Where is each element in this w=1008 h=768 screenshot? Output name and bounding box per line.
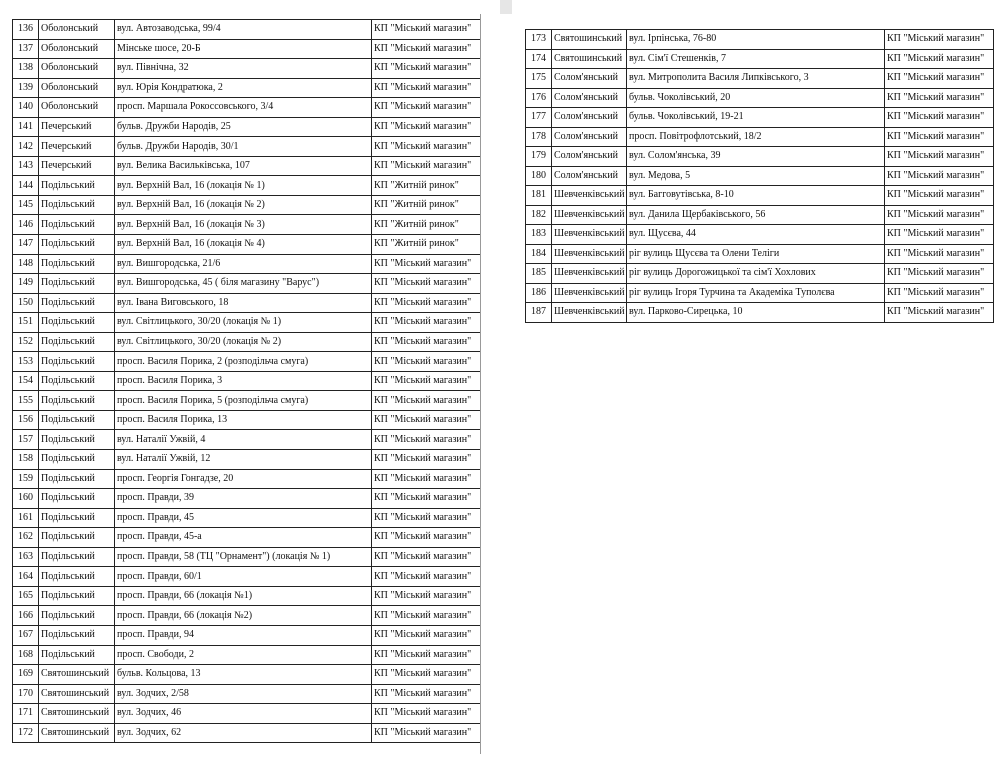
address-cell: бульв. Кольцова, 13 bbox=[115, 665, 372, 685]
district-cell: Подільський bbox=[39, 625, 115, 645]
district-cell: Шевченківський bbox=[552, 283, 627, 303]
operator-cell: КП "Міський магазин" bbox=[885, 244, 994, 264]
address-cell: вул. Вишгородська, 45 ( біля магазину "Варус") bbox=[115, 274, 372, 294]
operator-cell: КП "Міський магазин" bbox=[372, 469, 481, 489]
operator-cell: КП "Міський магазин" bbox=[885, 69, 994, 89]
district-cell: Подільський bbox=[39, 352, 115, 372]
operator-cell: КП "Міський магазин" bbox=[372, 684, 481, 704]
district-cell: Печерський bbox=[39, 156, 115, 176]
table-row bbox=[13, 625, 481, 645]
table-row bbox=[13, 391, 481, 411]
row-number-cell: 172 bbox=[13, 723, 39, 743]
operator-cell: КП "Міський магазин" bbox=[372, 528, 481, 548]
row-number-cell: 165 bbox=[13, 586, 39, 606]
address-cell: вул. Медова, 5 bbox=[627, 166, 885, 186]
row-number-cell: 169 bbox=[13, 665, 39, 685]
address-cell: просп. Правди, 60/1 bbox=[115, 567, 372, 587]
row-number-cell: 167 bbox=[13, 625, 39, 645]
row-number-cell: 150 bbox=[13, 293, 39, 313]
district-cell: Подільський bbox=[39, 235, 115, 255]
table-row bbox=[13, 684, 481, 704]
page-gap bbox=[500, 0, 512, 14]
address-cell: вул. Верхній Вал, 16 (локація № 4) bbox=[115, 235, 372, 255]
address-cell: просп. Правди, 66 (локація №1) bbox=[115, 586, 372, 606]
operator-cell: КП "Міський магазин" bbox=[372, 547, 481, 567]
table-row bbox=[13, 156, 481, 176]
table-row bbox=[526, 49, 994, 69]
address-cell: просп. Правди, 39 bbox=[115, 489, 372, 509]
row-number-cell: 160 bbox=[13, 489, 39, 509]
table-row bbox=[526, 108, 994, 128]
table-row bbox=[13, 176, 481, 196]
district-cell: Подільський bbox=[39, 528, 115, 548]
row-number-cell: 154 bbox=[13, 371, 39, 391]
row-number-cell: 171 bbox=[13, 704, 39, 724]
operator-cell: КП "Міський магазин" bbox=[372, 489, 481, 509]
address-cell: вул. Сім'ї Стешенків, 7 bbox=[627, 49, 885, 69]
row-number-cell: 137 bbox=[13, 39, 39, 59]
operator-cell: КП "Міський магазин" bbox=[372, 313, 481, 333]
operator-cell: КП "Міський магазин" bbox=[372, 39, 481, 59]
address-cell: вул. Івана Виговського, 18 bbox=[115, 293, 372, 313]
district-cell: Подільський bbox=[39, 176, 115, 196]
address-cell: вул. Велика Васильківська, 107 bbox=[115, 156, 372, 176]
address-cell: вул. Данила Щербаківського, 56 bbox=[627, 205, 885, 225]
operator-cell: КП "Міський магазин" bbox=[372, 508, 481, 528]
table-row bbox=[13, 410, 481, 430]
table-row bbox=[13, 547, 481, 567]
operator-cell: КП "Міський магазин" bbox=[372, 293, 481, 313]
table-row bbox=[13, 117, 481, 137]
operator-cell: КП "Міський магазин" bbox=[372, 723, 481, 743]
table-row bbox=[526, 264, 994, 284]
table-row bbox=[526, 147, 994, 167]
row-number-cell: 177 bbox=[526, 108, 552, 128]
table-row bbox=[13, 235, 481, 255]
district-cell: Подільський bbox=[39, 606, 115, 626]
row-number-cell: 181 bbox=[526, 186, 552, 206]
row-number-cell: 186 bbox=[526, 283, 552, 303]
address-cell: бульв. Дружби Народів, 25 bbox=[115, 117, 372, 137]
address-cell: вул. Зодчих, 46 bbox=[115, 704, 372, 724]
district-cell: Солом'янський bbox=[552, 147, 627, 167]
table-row bbox=[526, 283, 994, 303]
address-cell: вул. Вишгородська, 21/6 bbox=[115, 254, 372, 274]
table-row bbox=[13, 704, 481, 724]
row-number-cell: 139 bbox=[13, 78, 39, 98]
operator-cell: КП "Міський магазин" bbox=[885, 108, 994, 128]
district-cell: Солом'янський bbox=[552, 69, 627, 89]
operator-cell: КП "Житній ринок" bbox=[372, 176, 481, 196]
left-page-right-edge bbox=[480, 14, 481, 754]
row-number-cell: 182 bbox=[526, 205, 552, 225]
address-cell: вул. Наталії Ужвій, 12 bbox=[115, 450, 372, 470]
row-number-cell: 187 bbox=[526, 303, 552, 323]
address-cell: просп. Василя Порика, 5 (розподільча смуга) bbox=[115, 391, 372, 411]
address-cell: вул. Парково-Сирецька, 10 bbox=[627, 303, 885, 323]
row-number-cell: 141 bbox=[13, 117, 39, 137]
district-cell: Святошинський bbox=[552, 30, 627, 50]
row-number-cell: 148 bbox=[13, 254, 39, 274]
address-cell: бульв. Дружби Народів, 30/1 bbox=[115, 137, 372, 157]
row-number-cell: 184 bbox=[526, 244, 552, 264]
operator-cell: КП "Житній ринок" bbox=[372, 215, 481, 235]
operator-cell: КП "Міський магазин" bbox=[372, 625, 481, 645]
district-cell: Солом'янський bbox=[552, 108, 627, 128]
operator-cell: КП "Міський магазин" bbox=[372, 137, 481, 157]
row-number-cell: 166 bbox=[13, 606, 39, 626]
district-cell: Подільський bbox=[39, 586, 115, 606]
row-number-cell: 176 bbox=[526, 88, 552, 108]
table-row bbox=[13, 137, 481, 157]
table-row bbox=[526, 303, 994, 323]
district-cell: Шевченківський bbox=[552, 303, 627, 323]
district-cell: Оболонський bbox=[39, 78, 115, 98]
table-row bbox=[13, 98, 481, 118]
row-number-cell: 140 bbox=[13, 98, 39, 118]
table-row bbox=[13, 469, 481, 489]
district-cell: Подільський bbox=[39, 567, 115, 587]
district-cell: Подільський bbox=[39, 274, 115, 294]
operator-cell: КП "Міський магазин" bbox=[885, 283, 994, 303]
row-number-cell: 146 bbox=[13, 215, 39, 235]
table-row bbox=[13, 645, 481, 665]
row-number-cell: 168 bbox=[13, 645, 39, 665]
table-row bbox=[13, 430, 481, 450]
operator-cell: КП "Міський магазин" bbox=[372, 430, 481, 450]
address-cell: вул. Зодчих, 2/58 bbox=[115, 684, 372, 704]
district-cell: Подільський bbox=[39, 371, 115, 391]
operator-cell: КП "Міський магазин" bbox=[372, 254, 481, 274]
table-row bbox=[13, 313, 481, 333]
address-cell: ріг вулиць Щусєва та Олени Теліги bbox=[627, 244, 885, 264]
row-number-cell: 151 bbox=[13, 313, 39, 333]
operator-cell: КП "Міський магазин" bbox=[372, 606, 481, 626]
address-cell: вул. Митрополита Василя Липківського, 3 bbox=[627, 69, 885, 89]
row-number-cell: 153 bbox=[13, 352, 39, 372]
table-row bbox=[13, 508, 481, 528]
address-cell: просп. Маршала Рокоссовського, 3/4 bbox=[115, 98, 372, 118]
operator-cell: КП "Міський магазин" bbox=[372, 410, 481, 430]
district-cell: Святошинський bbox=[552, 49, 627, 69]
operator-cell: КП "Міський магазин" bbox=[885, 49, 994, 69]
address-cell: вул. Верхній Вал, 16 (локація № 2) bbox=[115, 195, 372, 215]
operator-cell: КП "Міський магазин" bbox=[885, 166, 994, 186]
address-cell: бульв. Чоколівський, 19-21 bbox=[627, 108, 885, 128]
district-cell: Солом'янський bbox=[552, 88, 627, 108]
table-row bbox=[526, 88, 994, 108]
operator-cell: КП "Міський магазин" bbox=[372, 391, 481, 411]
address-cell: вул. Солом'янська, 39 bbox=[627, 147, 885, 167]
table-row bbox=[13, 665, 481, 685]
address-cell: ріг вулиць Ігоря Турчина та Академіка Туполєва bbox=[627, 283, 885, 303]
right-table-body bbox=[526, 30, 994, 323]
district-cell: Шевченківський bbox=[552, 186, 627, 206]
table-row bbox=[13, 59, 481, 79]
operator-cell: КП "Міський магазин" bbox=[372, 665, 481, 685]
left-locations-table bbox=[12, 19, 481, 743]
operator-cell: КП "Міський магазин" bbox=[885, 88, 994, 108]
row-number-cell: 161 bbox=[13, 508, 39, 528]
row-number-cell: 142 bbox=[13, 137, 39, 157]
row-number-cell: 173 bbox=[526, 30, 552, 50]
district-cell: Подільський bbox=[39, 293, 115, 313]
address-cell: просп. Георгія Гонгадзе, 20 bbox=[115, 469, 372, 489]
district-cell: Подільський bbox=[39, 430, 115, 450]
row-number-cell: 147 bbox=[13, 235, 39, 255]
district-cell: Подільський bbox=[39, 547, 115, 567]
operator-cell: КП "Житній ринок" bbox=[372, 195, 481, 215]
table-row bbox=[13, 195, 481, 215]
address-cell: просп. Повітрофлотський, 18/2 bbox=[627, 127, 885, 147]
row-number-cell: 174 bbox=[526, 49, 552, 69]
table-row bbox=[526, 127, 994, 147]
district-cell: Святошинський bbox=[39, 704, 115, 724]
district-cell: Святошинський bbox=[39, 665, 115, 685]
address-cell: вул. Ірпінська, 76-80 bbox=[627, 30, 885, 50]
operator-cell: КП "Міський магазин" bbox=[885, 264, 994, 284]
operator-cell: КП "Міський магазин" bbox=[372, 450, 481, 470]
table-row bbox=[13, 352, 481, 372]
table-row bbox=[526, 166, 994, 186]
district-cell: Шевченківський bbox=[552, 244, 627, 264]
address-cell: вул. Щусєва, 44 bbox=[627, 225, 885, 245]
row-number-cell: 175 bbox=[526, 69, 552, 89]
address-cell: вул. Верхній Вал, 16 (локація № 3) bbox=[115, 215, 372, 235]
operator-cell: КП "Міський магазин" bbox=[372, 586, 481, 606]
district-cell: Подільський bbox=[39, 215, 115, 235]
table-row bbox=[13, 528, 481, 548]
district-cell: Оболонський bbox=[39, 98, 115, 118]
district-cell: Подільський bbox=[39, 195, 115, 215]
address-cell: вул. Наталії Ужвій, 4 bbox=[115, 430, 372, 450]
district-cell: Солом'янський bbox=[552, 127, 627, 147]
address-cell: просп. Правди, 45 bbox=[115, 508, 372, 528]
row-number-cell: 138 bbox=[13, 59, 39, 79]
row-number-cell: 157 bbox=[13, 430, 39, 450]
table-row bbox=[13, 20, 481, 40]
district-cell: Оболонський bbox=[39, 39, 115, 59]
row-number-cell: 180 bbox=[526, 166, 552, 186]
district-cell: Святошинський bbox=[39, 684, 115, 704]
table-row bbox=[13, 586, 481, 606]
district-cell: Подільський bbox=[39, 254, 115, 274]
district-cell: Шевченківський bbox=[552, 205, 627, 225]
address-cell: вул. Північна, 32 bbox=[115, 59, 372, 79]
district-cell: Шевченківський bbox=[552, 264, 627, 284]
district-cell: Святошинський bbox=[39, 723, 115, 743]
table-row bbox=[13, 39, 481, 59]
row-number-cell: 183 bbox=[526, 225, 552, 245]
district-cell: Печерський bbox=[39, 137, 115, 157]
right-locations-table bbox=[525, 29, 994, 323]
table-row bbox=[526, 30, 994, 50]
address-cell: бульв. Чоколівський, 20 bbox=[627, 88, 885, 108]
operator-cell: КП "Міський магазин" bbox=[372, 117, 481, 137]
table-row bbox=[13, 215, 481, 235]
district-cell: Подільський bbox=[39, 469, 115, 489]
table-row bbox=[526, 225, 994, 245]
row-number-cell: 155 bbox=[13, 391, 39, 411]
address-cell: просп. Василя Порика, 13 bbox=[115, 410, 372, 430]
address-cell: ріг вулиць Дорогожицької та сім'ї Хохлових bbox=[627, 264, 885, 284]
address-cell: вул. Світлицького, 30/20 (локація № 1) bbox=[115, 313, 372, 333]
left-table-body bbox=[13, 20, 481, 743]
district-cell: Подільський bbox=[39, 645, 115, 665]
address-cell: вул. Багговутівська, 8-10 bbox=[627, 186, 885, 206]
address-cell: просп. Василя Порика, 2 (розподільча смуга) bbox=[115, 352, 372, 372]
address-cell: просп. Свободи, 2 bbox=[115, 645, 372, 665]
operator-cell: КП "Міський магазин" bbox=[885, 205, 994, 225]
address-cell: просп. Василя Порика, 3 bbox=[115, 371, 372, 391]
operator-cell: КП "Міський магазин" bbox=[372, 567, 481, 587]
table-row bbox=[526, 244, 994, 264]
address-cell: вул. Зодчих, 62 bbox=[115, 723, 372, 743]
row-number-cell: 156 bbox=[13, 410, 39, 430]
operator-cell: КП "Міський магазин" bbox=[372, 352, 481, 372]
address-cell: вул. Верхній Вал, 16 (локація № 1) bbox=[115, 176, 372, 196]
operator-cell: КП "Міський магазин" bbox=[372, 371, 481, 391]
operator-cell: КП "Міський магазин" bbox=[372, 704, 481, 724]
address-cell: просп. Правди, 94 bbox=[115, 625, 372, 645]
address-cell: вул. Світлицького, 30/20 (локація № 2) bbox=[115, 332, 372, 352]
district-cell: Оболонський bbox=[39, 20, 115, 40]
operator-cell: КП "Міський магазин" bbox=[372, 645, 481, 665]
operator-cell: КП "Міський магазин" bbox=[885, 225, 994, 245]
row-number-cell: 144 bbox=[13, 176, 39, 196]
address-cell: просп. Правди, 58 (ТЦ "Орнамент") (локація № 1) bbox=[115, 547, 372, 567]
row-number-cell: 149 bbox=[13, 274, 39, 294]
table-row bbox=[526, 205, 994, 225]
operator-cell: КП "Міський магазин" bbox=[372, 332, 481, 352]
operator-cell: КП "Міський магазин" bbox=[372, 156, 481, 176]
table-row bbox=[526, 186, 994, 206]
operator-cell: КП "Міський магазин" bbox=[885, 186, 994, 206]
row-number-cell: 170 bbox=[13, 684, 39, 704]
table-row bbox=[13, 723, 481, 743]
operator-cell: КП "Міський магазин" bbox=[372, 274, 481, 294]
row-number-cell: 158 bbox=[13, 450, 39, 470]
table-row bbox=[13, 371, 481, 391]
district-cell: Подільський bbox=[39, 410, 115, 430]
district-cell: Оболонський bbox=[39, 59, 115, 79]
operator-cell: КП "Міський магазин" bbox=[372, 59, 481, 79]
district-cell: Подільський bbox=[39, 332, 115, 352]
table-row bbox=[13, 254, 481, 274]
district-cell: Подільський bbox=[39, 450, 115, 470]
row-number-cell: 159 bbox=[13, 469, 39, 489]
district-cell: Шевченківський bbox=[552, 225, 627, 245]
row-number-cell: 163 bbox=[13, 547, 39, 567]
row-number-cell: 185 bbox=[526, 264, 552, 284]
row-number-cell: 136 bbox=[13, 20, 39, 40]
district-cell: Солом'янський bbox=[552, 166, 627, 186]
row-number-cell: 179 bbox=[526, 147, 552, 167]
address-cell: просп. Правди, 45-а bbox=[115, 528, 372, 548]
operator-cell: КП "Житній ринок" bbox=[372, 235, 481, 255]
operator-cell: КП "Міський магазин" bbox=[372, 98, 481, 118]
table-row bbox=[526, 69, 994, 89]
address-cell: просп. Правди, 66 (локація №2) bbox=[115, 606, 372, 626]
address-cell: Мінське шосе, 20-Б bbox=[115, 39, 372, 59]
table-row bbox=[13, 450, 481, 470]
operator-cell: КП "Міський магазин" bbox=[885, 127, 994, 147]
operator-cell: КП "Міський магазин" bbox=[372, 20, 481, 40]
row-number-cell: 152 bbox=[13, 332, 39, 352]
table-row bbox=[13, 293, 481, 313]
table-row bbox=[13, 606, 481, 626]
table-row bbox=[13, 489, 481, 509]
operator-cell: КП "Міський магазин" bbox=[885, 303, 994, 323]
table-row bbox=[13, 332, 481, 352]
district-cell: Подільський bbox=[39, 489, 115, 509]
row-number-cell: 164 bbox=[13, 567, 39, 587]
district-cell: Подільський bbox=[39, 508, 115, 528]
table-row bbox=[13, 78, 481, 98]
district-cell: Печерський bbox=[39, 117, 115, 137]
operator-cell: КП "Міський магазин" bbox=[885, 147, 994, 167]
table-row bbox=[13, 567, 481, 587]
operator-cell: КП "Міський магазин" bbox=[885, 30, 994, 50]
row-number-cell: 178 bbox=[526, 127, 552, 147]
operator-cell: КП "Міський магазин" bbox=[372, 78, 481, 98]
address-cell: вул. Автозаводська, 99/4 bbox=[115, 20, 372, 40]
row-number-cell: 143 bbox=[13, 156, 39, 176]
district-cell: Подільський bbox=[39, 391, 115, 411]
district-cell: Подільський bbox=[39, 313, 115, 333]
table-row bbox=[13, 274, 481, 294]
row-number-cell: 162 bbox=[13, 528, 39, 548]
row-number-cell: 145 bbox=[13, 195, 39, 215]
address-cell: вул. Юрія Кондратюка, 2 bbox=[115, 78, 372, 98]
